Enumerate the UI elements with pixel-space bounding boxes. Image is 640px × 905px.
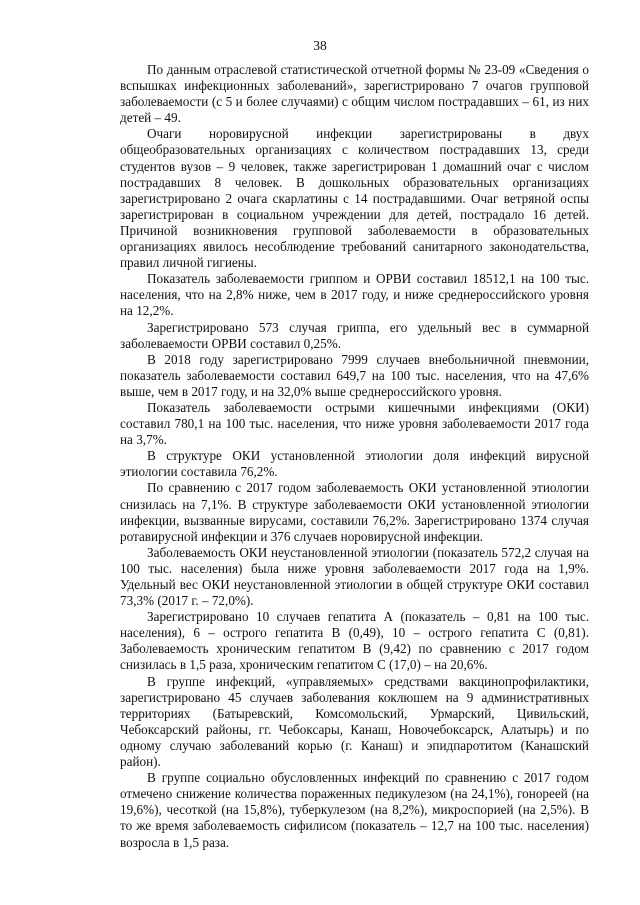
paragraph-vaccine-preventable: В группе инфекций, «управляемых» средствами вакцинопрофилактики, зарегистрировано 45 случаев заболевания коклюшем на 9 административных территориях (Батыревский, Комсомольский, Урмарский, Цивильский, Чебоксарский районы, гг. Чебоксары, Канаш, Новочебоксарск, Алатырь) и по одному случаю заболеваний корью (г. Канаш) и эпидпаротитом (Канашский район). xyxy=(120,673,589,770)
paragraph-influenza-cases: Зарегистрировано 573 случая гриппа, его удельный вес в суммарной заболеваемости ОРВИ составил 0,25%. xyxy=(120,319,589,351)
paragraph-oki-rate: Показатель заболеваемости острыми кишечными инфекциями (ОКИ) составил 780,1 на 100 тыс. населения, что ниже уровня заболеваемости 2017 года на 3,7%. xyxy=(120,399,589,448)
paragraph-norovirus-foci: Очаги норовирусной инфекции зарегистрированы в двух общеобразовательных организациях с количеством пострадавших 13, среди студентов вузов – 9 человек, также зарегистрирован 1 домашний очаг с числом пострадавших 8 человек. В дошкольных образовательных организациях зарегистрировано 2 очага скарлатины с 14 пострадавшими. Очаг ветряной оспы зарегистрирован в социальном учреждении для детей, пострадало 16 детей. Причиной возникновения групповой заболеваемости в образовательных организациях явилось несоблюдение требований санитарного законодательства, правил личной гигиены. xyxy=(120,126,589,271)
page-number: 38 xyxy=(313,38,327,53)
paragraph-oki-unknown: Заболеваемость ОКИ неустановленной этиологии (показатель 572,2 случая на 100 тыс. населения) была ниже уровня заболеваемости 2017 года на 1,9%. Удельный вес ОКИ неустановленной этиологии в общей структуре ОКИ составил 73,3% (2017 г. – 72,0%). xyxy=(120,544,589,609)
document-body xyxy=(120,62,589,851)
paragraph-hepatitis: Зарегистрировано 10 случаев гепатита А (показатель – 0,81 на 100 тыс. населения), 6 – острого гепатита В (0,49), 10 – острого гепатита С (0,81). Заболеваемость хроническим гепатитом В (9,42) по сравнению с 2017 годом снизилась в 1,5 раза, хроническим гепатитом С (17,0) – на 20,6%. xyxy=(120,609,589,673)
paragraph-pneumonia: В 2018 году зарегистрировано 7999 случаев внебольничной пневмонии, показатель заболеваемости составил 649,7 на 100 тыс. населения, что на 47,6% выше, чем в 2017 году, и на 32,0% выше среднероссийского уровня. xyxy=(120,351,589,399)
paragraph-oki-structure: В структуре ОКИ установленной этиологии доля инфекций вирусной этиологии составила 76,2%. xyxy=(120,448,589,480)
paragraph-influenza-arvi: Показатель заболеваемости гриппом и ОРВИ составил 18512,1 на 100 тыс. населения, что на 2,8% ниже, чем в 2017 году, и ниже среднероссийского уровня на 12,2%. xyxy=(120,271,589,319)
paragraph-outbreaks: По данным отраслевой статистической отчетной формы № 23-09 «Сведения о вспышках инфекционных заболеваний», зарегистрировано 7 очагов групповой заболеваемости (с 5 и более случаями) с общим числом пострадавших – 61, из них детей – 49. xyxy=(120,62,589,126)
paragraph-oki-comparison: По сравнению с 2017 годом заболеваемость ОКИ установленной этиологии снизилась на 7,1%. В структуре заболеваемости ОКИ установленной этиологии инфекции, вызванные вирусами, составили 76,2%. Зарегистрировано 1374 случая ротавирусной инфекции и 376 случаев норовирусной инфекции. xyxy=(120,480,589,544)
paragraph-social-infections: В группе социально обусловленных инфекций по сравнению с 2017 годом отмечено снижение количества пораженных педикулезом (на 24,1%), гонореей (на 19,6%), чесоткой (на 15,8%), туберкулезом (на 8,2%), микроспорией (на 2,5%). В то же время заболеваемость сифилисом (показатель – 12,7 на 100 тыс. населения) возросла в 1,5 раза. xyxy=(120,770,589,850)
